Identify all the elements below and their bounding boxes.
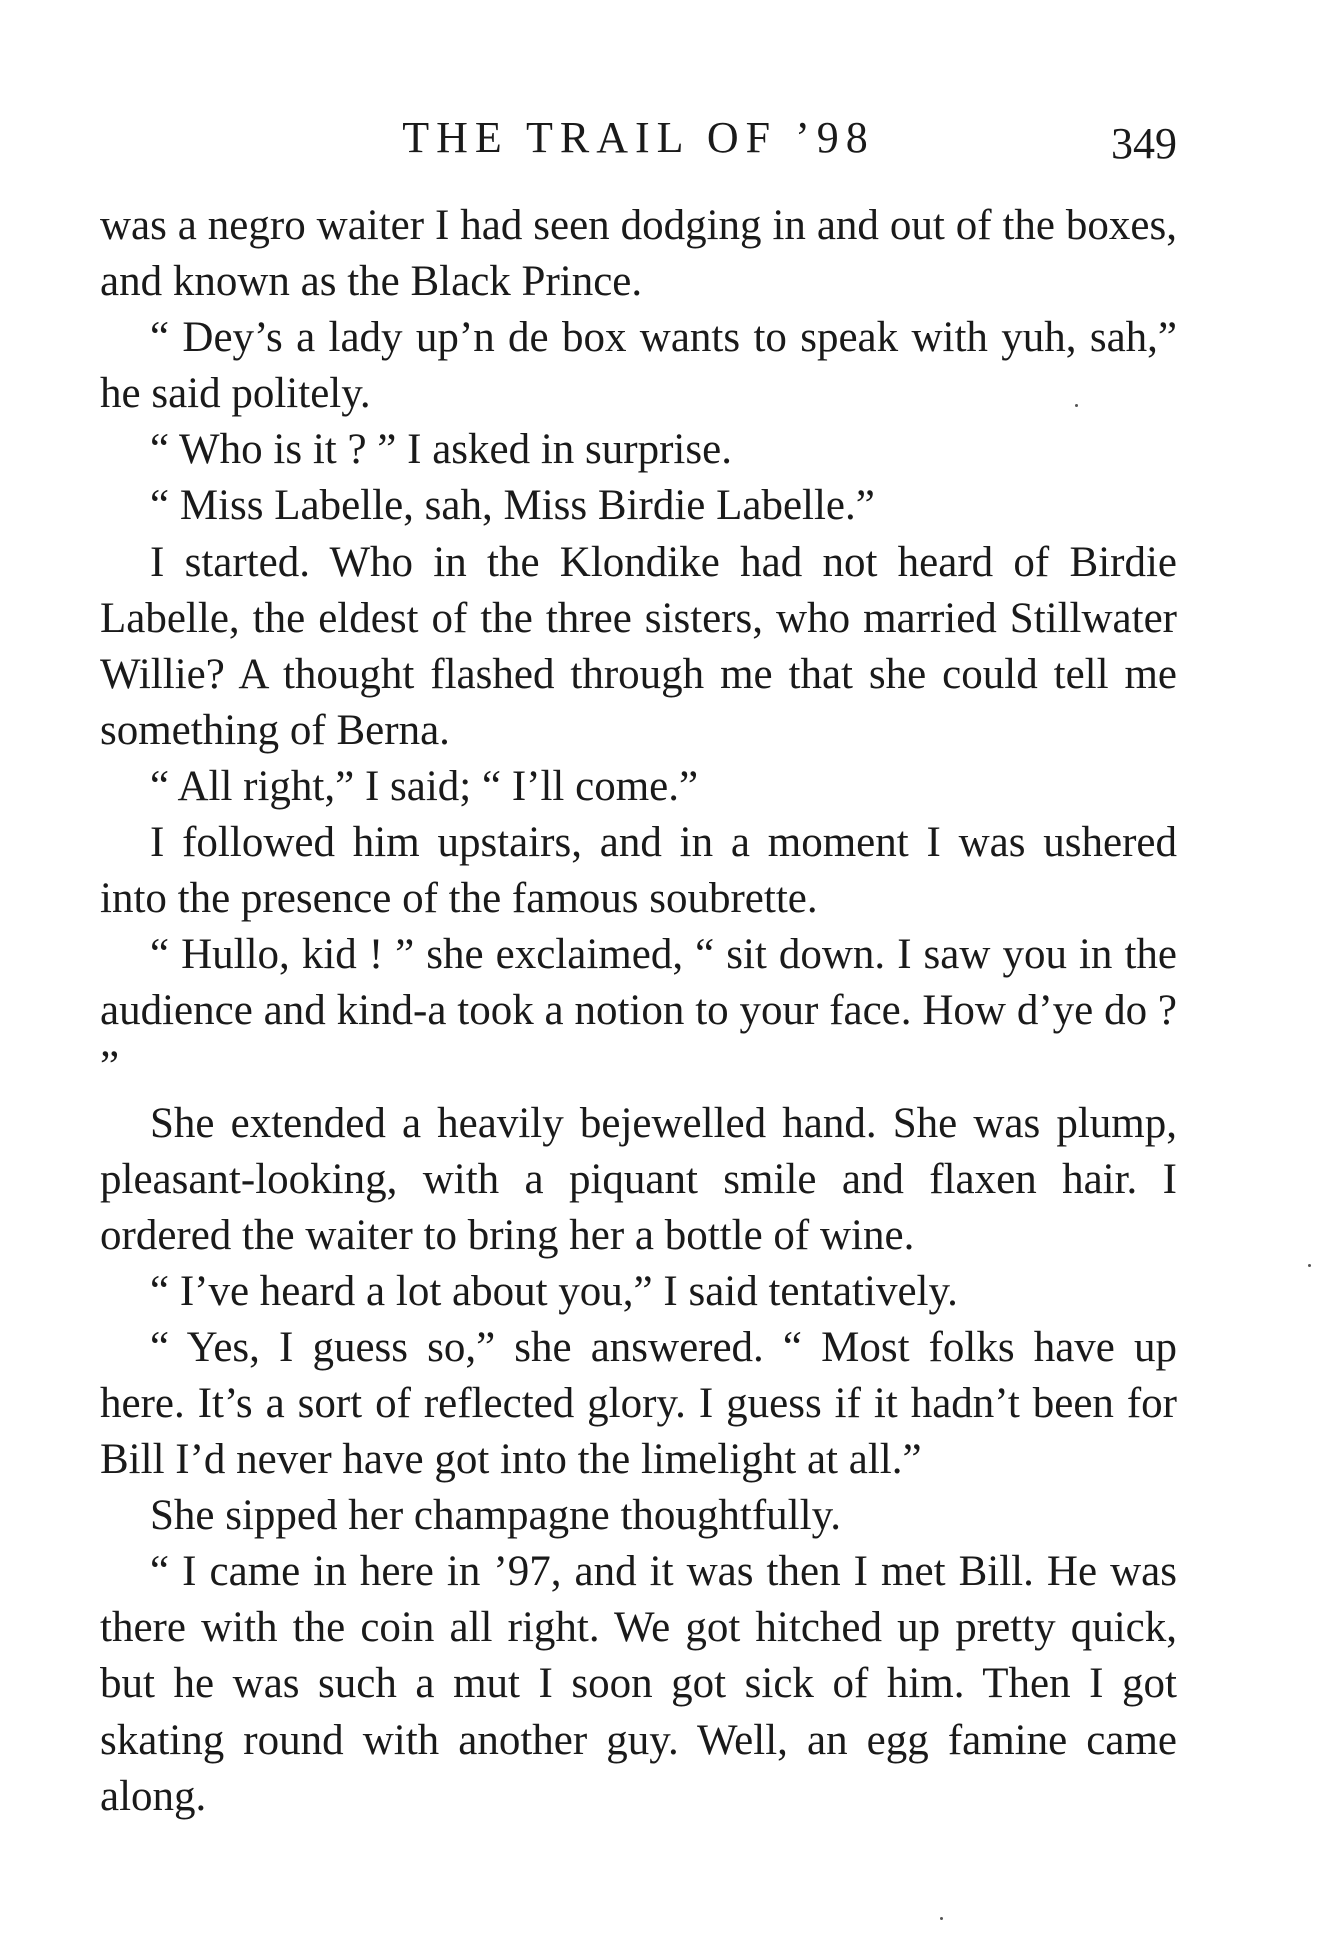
paragraph: “ Hullo, kid ! ” she exclaimed, “ sit down. I saw you in the audience and kind-a took a notion to your face. How d’ye do ? ” <box>100 931 1177 1091</box>
paragraph: I followed him upstairs, and in a moment I was ushered into the presence of the famous soubrette. <box>100 819 1177 923</box>
running-header <box>100 108 1177 168</box>
paragraph: She extended a heavily bejewelled hand. She was plump, pleasant-looking, with a piquant smile and flaxen hair. I ordered the waiter to bring her a bottle of wine. <box>100 1099 1177 1259</box>
paragraph: “ Miss Labelle, sah, Miss Birdie Labelle.” <box>150 482 875 530</box>
paragraph: “ Who is it ? ” I asked in surprise. <box>150 426 732 474</box>
paragraph: “ Dey’s a lady up’n de box wants to speak with yuh, sah,” he said politely. <box>100 314 1177 418</box>
paragraph: She sipped her champagne thoughtfully. <box>150 1492 842 1540</box>
paragraph: “ I came in here in ’97, and it was then I met Bill. He was there with the coin all right. We got hitched up pretty quick, but he was such a mut I soon got sick of him. Then I got skating round with another guy. Well, an egg famine came along. <box>100 1548 1177 1820</box>
running-title: THE TRAIL OF ’98 <box>402 113 875 162</box>
body-text <box>100 198 1177 1825</box>
paragraph: “ Yes, I guess so,” she answered. “ Most folks have up here. It’s a sort of reflected glory. I guess if it hadn’t been for Bill I’d never have got into the limelight at all.” <box>100 1323 1177 1484</box>
paragraph: was a negro waiter I had seen dodging in and out of the boxes, and known as the Black Prince. <box>100 202 1177 306</box>
print-speck <box>940 1917 943 1920</box>
paragraph: “ I’ve heard a lot about you,” I said tentatively. <box>150 1267 958 1315</box>
print-speck <box>1075 404 1078 407</box>
paragraph: I started. Who in the Klondike had not heard of Birdie Labelle, the eldest of the three sisters, who married Stillwater Willie? A thought flashed through me that she could tell me something of Berna. <box>100 538 1177 754</box>
paragraph: “ All right,” I said; “ I’ll come.” <box>150 762 699 810</box>
print-speck <box>1308 1264 1311 1267</box>
page-number: 349 <box>1111 119 1177 168</box>
